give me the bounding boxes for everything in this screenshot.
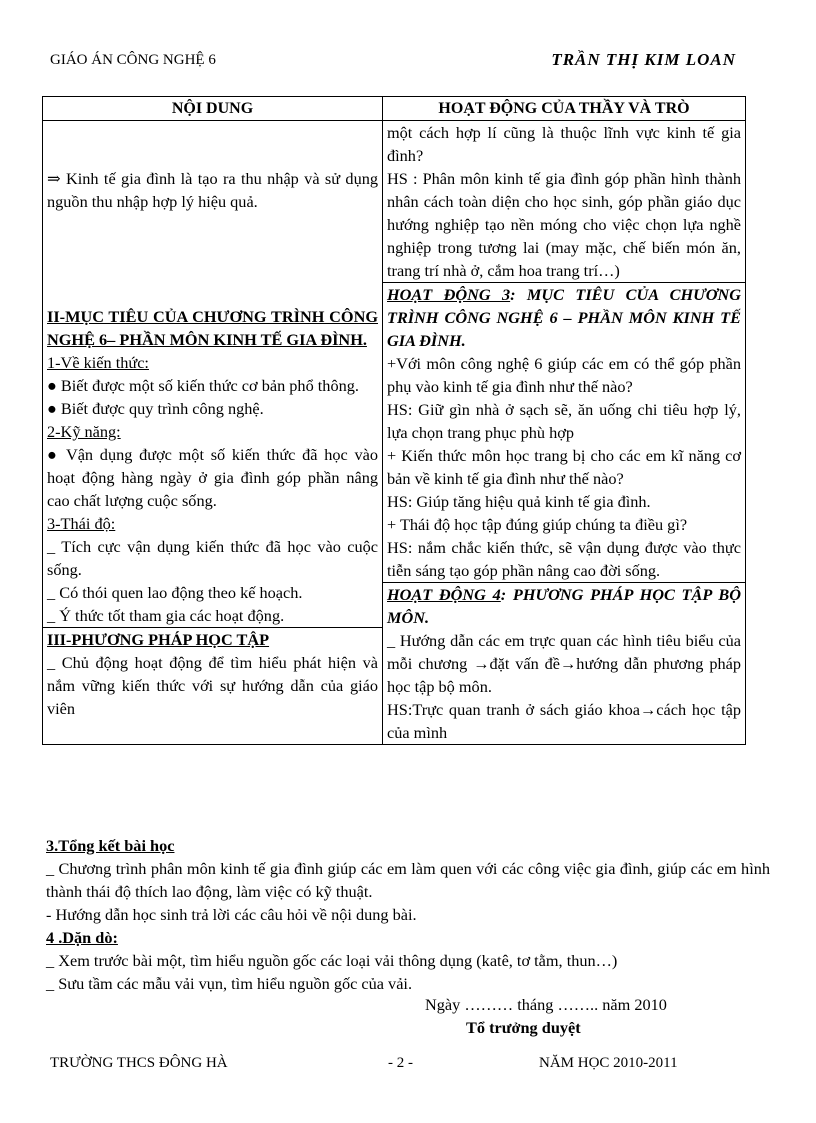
activity-3-label: HOẠT ĐỘNG 3 — [387, 285, 511, 304]
summary-text: ⇒ Kinh tế gia đình là tạo ra thu nhập và sử dụng nguồn thu nhập hợp lý hiệu quả. — [47, 169, 378, 211]
attitude-title: 3-Thái độ: — [47, 514, 116, 533]
homework-title: 4 .Dặn dò: — [46, 928, 118, 947]
table-header-row — [43, 97, 746, 121]
skills-title: 2-Kỹ năng: — [47, 422, 121, 441]
answer-3: HS: nắm chắc kiến thức, sẽ vận dụng được vào thực tiễn sáng tạo góp phần nâng cao đời sống. — [387, 538, 741, 580]
knowledge-item-2: ● Biết được quy trình công nghệ. — [47, 399, 264, 418]
table-row — [43, 121, 746, 745]
activities-cell — [383, 121, 746, 745]
question-1: +Với môn công nghệ 6 giúp các em có thể góp phần phụ vào kinh tế gia đình như thế nào? — [387, 354, 741, 396]
signature-date: Ngày ……… tháng …….. năm 2010 — [425, 995, 667, 1014]
signature-title: Tổ trưởng duyệt — [466, 1018, 581, 1037]
student-practice: HS:Trực quan tranh ở sách giáo khoa→cách học tập của mình — [387, 700, 741, 742]
header-subject: GIÁO ÁN CÔNG NGHỆ 6 — [50, 52, 216, 68]
summary-paragraph-2: - Hướng dẫn học sinh trả lời các câu hỏi về nội dung bài. — [46, 905, 417, 924]
homework-item-1: _ Xem trước bài một, tìm hiểu nguồn gốc các loại vải thông dụng (katê, tơ tằm, thun…) — [46, 951, 618, 970]
answer-1: HS: Giữ gìn nhà ở sạch sẽ, ăn uống chi tiêu hợp lý, lựa chọn trang phục phù hợp — [387, 400, 741, 442]
column-header-activities: HOẠT ĐỘNG CỦA THẦY VÀ TRÒ — [383, 97, 746, 121]
activity-4-title: : PHƯƠNG PHÁP HỌC TẬP BỘ MÔN. — [387, 585, 741, 627]
answer-2: HS: Giúp tăng hiệu quả kinh tế gia đình. — [387, 492, 651, 511]
section-2-title: II-MỤC TIÊU CỦA CHƯƠNG TRÌNH CÔNG NGHỆ 6– PHẦN MÔN KINH TẾ GIA ĐÌNH. — [47, 307, 378, 349]
skills-item-1: ● Vận dụng được một số kiến thức đã học vào hoạt động hàng ngày ở gia đình góp phần nâng cao chất lượng cuộc sống. — [47, 445, 378, 510]
page-number: - 2 - — [388, 1055, 413, 1071]
content-cell — [43, 121, 383, 745]
footer-school-year: NĂM HỌC 2010-2011 — [539, 1055, 678, 1071]
knowledge-title: 1-Về kiến thức: — [47, 353, 149, 372]
guidance-text: _ Hướng dẫn các em trực quan các hình tiêu biểu của mỗi chương →đặt vấn đề→hướng dẫn phương pháp học tập bộ môn. — [387, 631, 741, 696]
page-header — [50, 52, 740, 76]
question-3: + Thái độ học tập đúng giúp chúng ta điều gì? — [387, 515, 688, 534]
column-header-content: NỘI DUNG — [43, 97, 383, 121]
summary-paragraph-1: _ Chương trình phân môn kinh tế gia đình giúp các em làm quen với các công việc gia đình, giúp các em hình thành thái độ thích lao động, làm việc có kỹ thuật. — [46, 859, 770, 901]
section-3-title: III-PHƯƠNG PHÁP HỌC TẬP — [47, 630, 270, 649]
attitude-item-1: _ Tích cực vận dụng kiến thức đã học vào cuộc sống. — [47, 537, 378, 579]
student-answer: HS : Phân môn kinh tế gia đình góp phần hình thành nhân cách toàn diện cho học sinh, góp phần giáo dục hướng nghiệp tạo nền móng cho việc chọn lựa nghề nghiệp trong tương lai (may mặc, chế biến món ăn, trang trí nhà ở, cắm hoa trang trí…) — [387, 169, 741, 280]
attitude-item-2: _ Có thói quen lao động theo kế hoạch. — [47, 583, 303, 602]
activity-4-heading — [387, 583, 741, 629]
method-item-1: _ Chủ động hoạt động để tìm hiểu phát hiện và nắm vững kiến thức với sự hướng dẫn của giáo viên — [47, 653, 378, 718]
question-2: + Kiến thức môn học trang bị cho các em kĩ năng cơ bản về kinh tế gia đình như thế nào? — [387, 446, 741, 488]
question-continued: một cách hợp lí cũng là thuộc lĩnh vực kinh tế gia đình? — [387, 123, 741, 165]
activity-3-heading — [387, 283, 741, 352]
activity-4-label: HOẠT ĐỘNG 4 — [387, 585, 501, 604]
header-author: TRẦN THỊ KIM LOAN — [551, 50, 736, 69]
lesson-table — [42, 96, 746, 745]
homework-item-2: _ Sưu tầm các mẫu vải vụn, tìm hiểu nguồn gốc của vải. — [46, 974, 413, 993]
lesson-summary — [46, 834, 770, 995]
attitude-item-3: _ Ý thức tốt tham gia các hoạt động. — [47, 606, 285, 625]
activity-3-title: : MỤC TIÊU CỦA CHƯƠNG TRÌNH CÔNG NGHỆ 6 – PHẦN MÔN KINH TẾ GIA ĐÌNH. — [387, 285, 742, 350]
footer-school: TRƯỜNG THCS ĐÔNG HÀ — [50, 1055, 228, 1071]
knowledge-item-1: ● Biết được một số kiến thức cơ bản phổ thông. — [47, 376, 359, 395]
summary-title: 3.Tổng kết bài học — [46, 836, 175, 855]
